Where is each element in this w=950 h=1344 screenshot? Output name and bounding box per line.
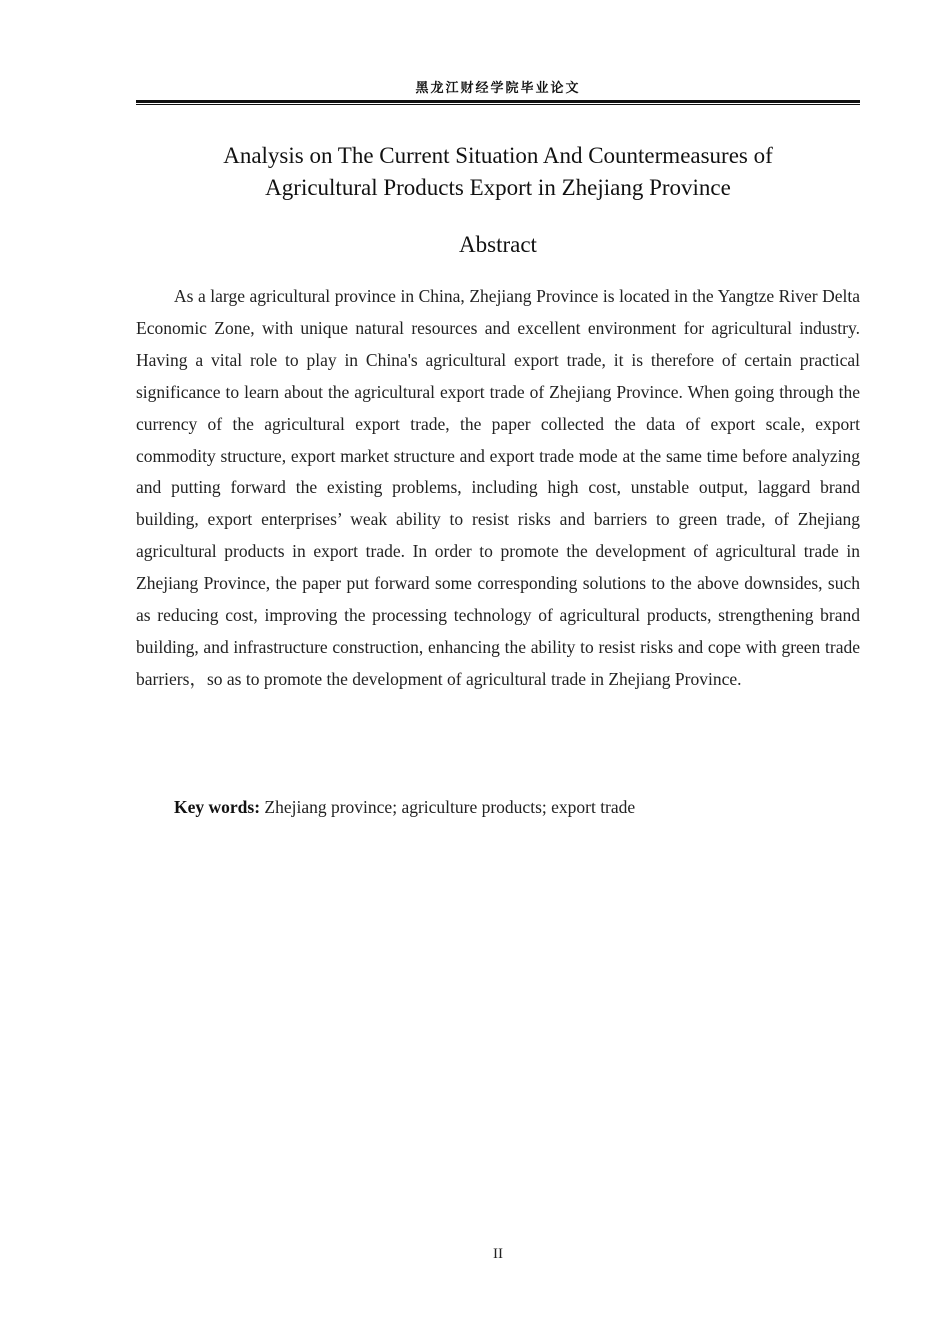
paper-title — [136, 140, 860, 204]
paper-title-line-2: Agricultural Products Export in Zhejiang Province — [265, 175, 731, 200]
header-rule-thick — [136, 100, 860, 103]
keywords-line — [136, 792, 860, 824]
abstract-body: As a large agricultural province in China, Zhejiang Province is located in the Yangtze River Delta Economic Zone, with unique natural resources and excellent environment for agricultural industry. Having a vital role to play in China's agricultural export trade, it is therefore of certain practical significance to learn about the agricultural export trade of Zhejiang Province. When going through the currency of the agricultural export trade, the paper collected the data of export scale, export commodity structure, export market structure and export trade mode at the same time before analyzing and putting forward the existing problems, including high cost, unstable output, laggard brand building, export enterprises’ weak ability to resist risks and barriers to green trade, of Zhejiang agricultural products in export trade. In order to promote the development of agricultural trade in Zhejiang Province, the paper put forward some corresponding solutions to the above downsides, such as reducing cost, improving the processing technology of agricultural products, strengthening brand building, and infrastructure construction, enhancing the ability to resist risks and cope with green trade barriers，so as to promote the development of agricultural trade in Zhejiang Province. — [136, 286, 860, 689]
running-header: 黑龙江财经学院毕业论文 — [415, 81, 581, 96]
paper-title-line-1: Analysis on The Current Situation And Countermeasures of — [223, 143, 773, 168]
page-number: II — [493, 1246, 503, 1262]
header-rule-thin — [136, 104, 860, 105]
abstract-heading: Abstract — [459, 232, 537, 257]
keywords-value: Zhejiang province; agriculture products; export trade — [260, 797, 636, 817]
keywords-label: Key words: — [174, 797, 261, 817]
